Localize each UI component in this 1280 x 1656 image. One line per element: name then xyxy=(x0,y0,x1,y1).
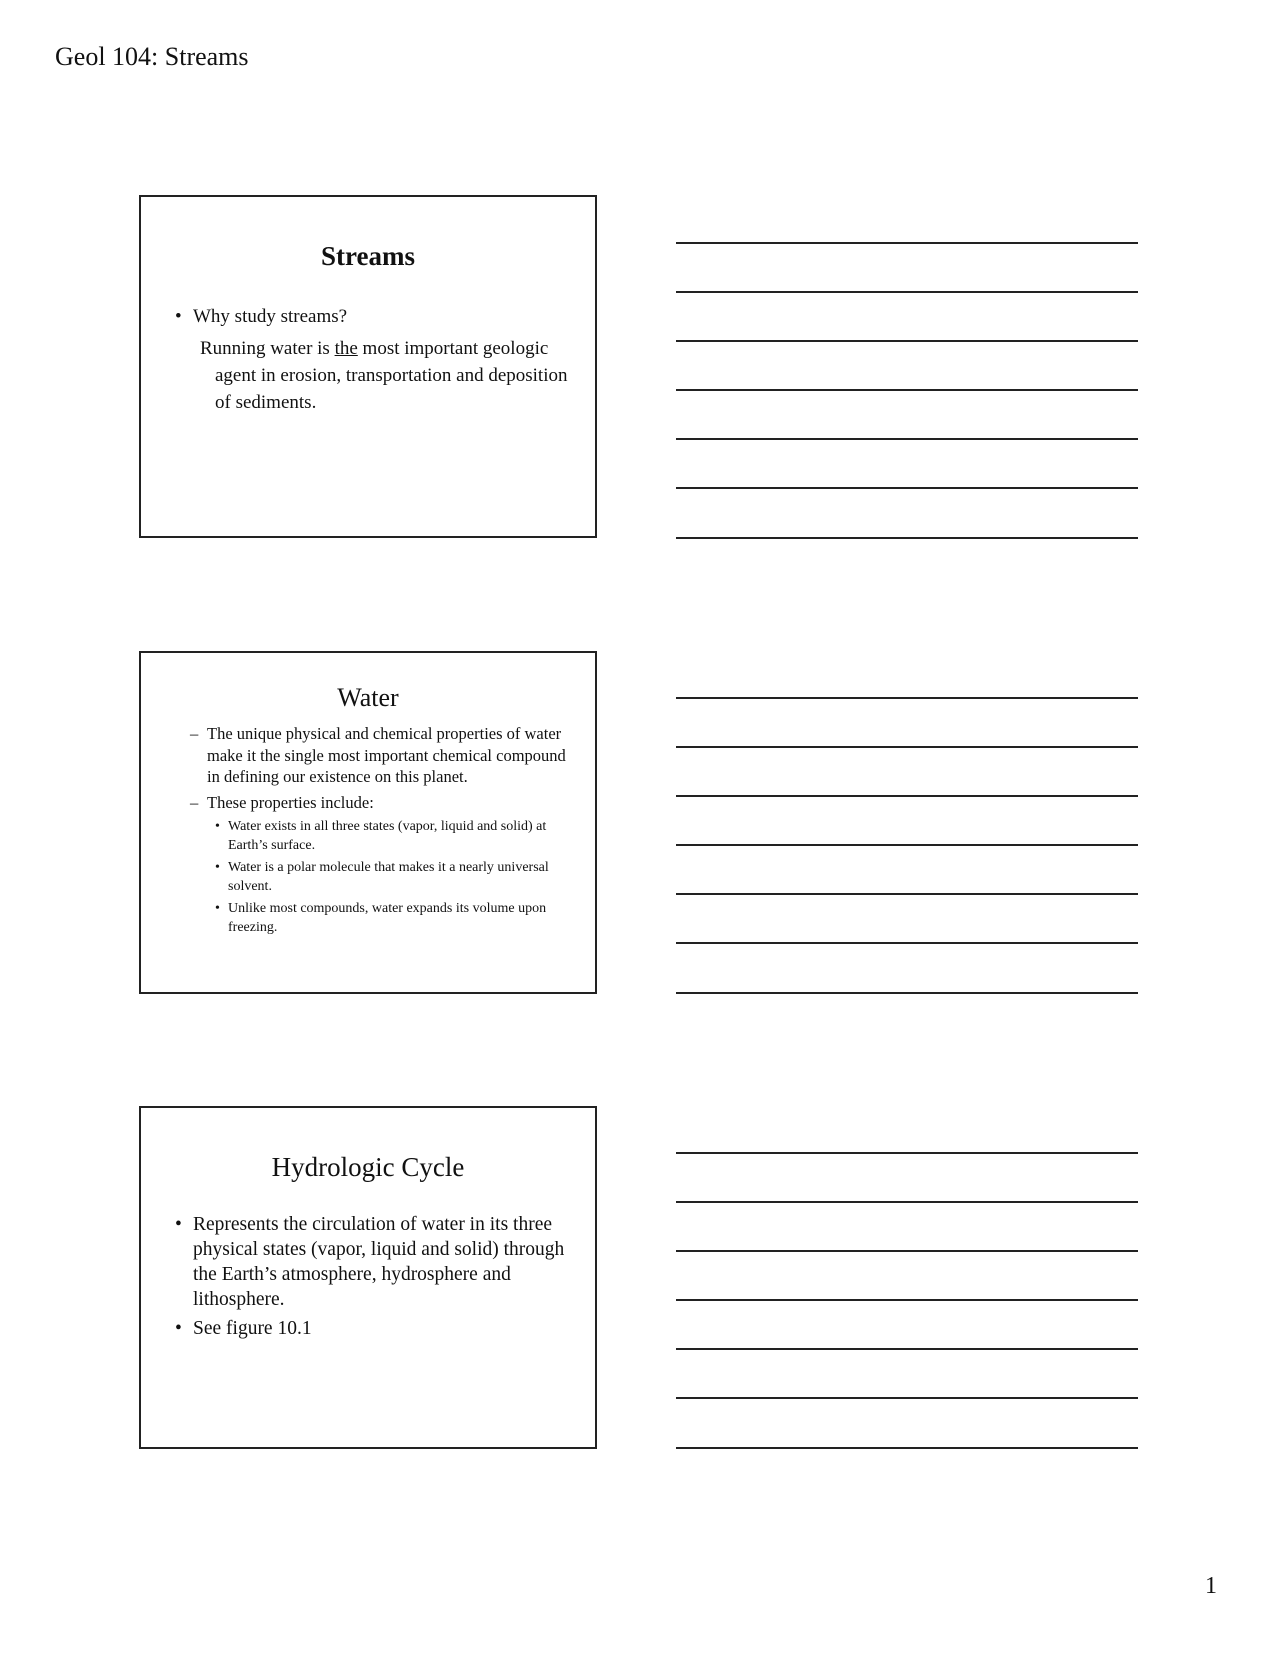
paragraph-text-start: Running water is xyxy=(200,338,335,359)
note-line xyxy=(676,1250,1138,1252)
note-line xyxy=(676,1447,1138,1449)
note-line xyxy=(676,438,1138,440)
slide-body xyxy=(175,1212,575,1345)
slide-paragraph xyxy=(175,335,575,416)
note-line xyxy=(676,746,1138,748)
underlined-word: the xyxy=(334,338,358,359)
slide-hydrologic-cycle xyxy=(139,1106,597,1449)
note-line xyxy=(676,340,1138,342)
slide-body xyxy=(175,303,575,416)
sub-bullet-item: • Water is a polar molecule that makes it a nearly universal solvent. xyxy=(175,858,575,896)
note-line xyxy=(676,242,1138,244)
bullet-item: • Why study streams? xyxy=(175,303,575,330)
note-line xyxy=(676,389,1138,391)
note-line xyxy=(676,942,1138,944)
slide-title: Hydrologic Cycle xyxy=(271,1152,465,1182)
slide-body xyxy=(175,723,575,940)
slide-water xyxy=(139,651,597,994)
dash-item: – These properties include: xyxy=(175,792,575,814)
paragraph-text-end: most important geologic agent in erosion, transportation and deposition of sediments. xyxy=(215,338,568,413)
note-line xyxy=(676,1201,1138,1203)
note-line xyxy=(676,844,1138,846)
slide-streams xyxy=(139,195,597,538)
bullet-item: • Represents the circulation of water in its three physical states (vapor, liquid and solid) through the Earth’s atmosphere, hydrosphere and lithosphere. xyxy=(175,1212,575,1312)
note-line xyxy=(676,893,1138,895)
page-number: 1 xyxy=(1205,1573,1217,1599)
note-line xyxy=(676,487,1138,489)
note-line xyxy=(676,697,1138,699)
sub-bullet-item: • Unlike most compounds, water expands its volume upon freezing. xyxy=(175,899,575,937)
bullet-item: • See figure 10.1 xyxy=(175,1316,575,1341)
note-line xyxy=(676,1348,1138,1350)
note-line xyxy=(676,795,1138,797)
document-header: Geol 104: Streams xyxy=(55,42,249,71)
note-line xyxy=(676,291,1138,293)
sub-bullet-item: • Water exists in all three states (vapor, liquid and solid) at Earth’s surface. xyxy=(175,817,575,855)
dash-item: – The unique physical and chemical properties of water make it the single most important chemical compound in defining our existence on this planet. xyxy=(175,723,575,788)
slide-title: Water xyxy=(337,683,399,712)
note-line xyxy=(676,1152,1138,1154)
note-line xyxy=(676,537,1138,539)
note-line xyxy=(676,1397,1138,1399)
note-line xyxy=(676,992,1138,994)
slide-title: Streams xyxy=(321,241,415,271)
note-line xyxy=(676,1299,1138,1301)
